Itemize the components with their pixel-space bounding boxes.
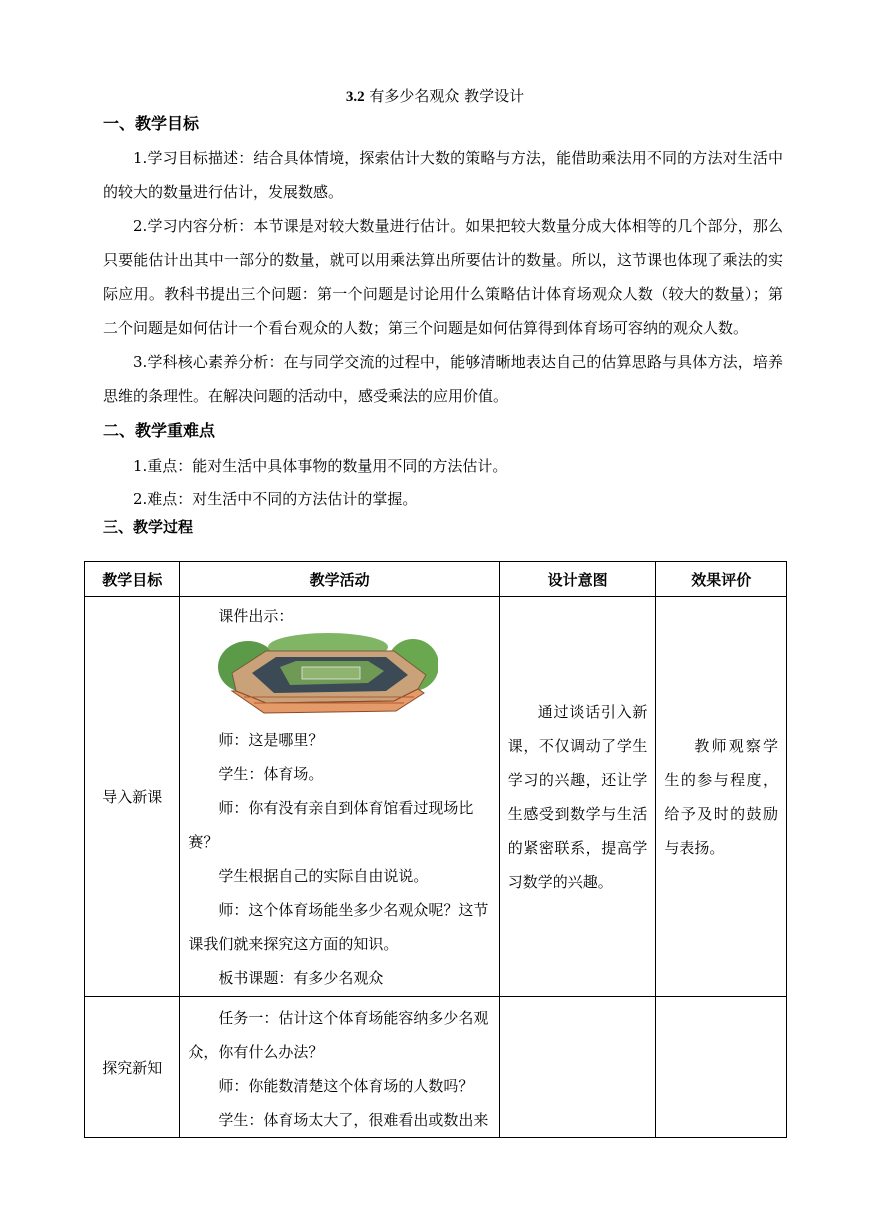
activity-line: 师：这是哪里？: [218, 731, 324, 749]
activity-line: 课件出示：: [218, 607, 294, 625]
goal-description: 1.学习目标描述：结合具体情境，探索估计大数的策略与方法，能借助乘法用不同的方法对生活中的较大的数量进行估计，发展数感。: [103, 149, 783, 201]
row-goal-explore: 探究新知: [85, 997, 180, 1138]
intent-cell-intro: [499, 597, 656, 997]
core-literacy-analysis: 3.学科核心素养分析：在与同学交流的过程中，能够清晰地表达自己的估算思路与具体方法，培养思维的条理性。在解决问题的活动中，感受乘法的应用价值。: [103, 353, 783, 405]
title-text: 有多少名观众 教学设计: [369, 87, 525, 105]
stadium-illustration: [218, 631, 438, 717]
activity-cell-intro: [180, 597, 499, 997]
activity-line: 师：你有没有亲自到体育馆看过现场比赛？: [188, 799, 474, 851]
design-intent-text: 通过谈话引入新课，不仅调动了学生学习的兴趣，还让学生感受到数学与生活的紧密联系，提高学习数学的兴趣。: [507, 702, 648, 891]
section-heading-key-points: 二、教学重难点: [103, 421, 216, 440]
content-analysis: 2.学习内容分析：本节课是对较大数量进行估计。如果把较大数量分成大体相等的几个部分，那么只要能估计出其中一部分的数量，就可以用乘法算出所要估计的数量。所以，这节课也体现了乘法的实际应用。教科书提出三个问题：第一个问题是讨论用什么策略估计体育场观众人数（较大的数量）；第二个问题是如何估计一个看台观众的人数；第三个问题是如何估算得到体育场可容纳的观众人数。: [103, 217, 783, 337]
activity-line: 学生：体育场太大了，很难看出或数出来: [218, 1111, 489, 1129]
key-point: 1.重点：能对生活中具体事物的数量用不同的方法估计。: [133, 457, 508, 475]
difficult-point: 2.难点：对生活中不同的方法估计的掌握。: [133, 490, 418, 508]
table-header-row: [85, 562, 787, 597]
activity-line: 学生根据自己的实际自由说说。: [218, 867, 429, 885]
section-heading-goals: 一、教学目标: [103, 114, 200, 133]
header-goal: 教学目标: [85, 562, 180, 597]
activity-line: 板书课题：有多少名观众: [218, 969, 384, 987]
activity-line: 师：你能数清楚这个体育场的人数吗？: [218, 1077, 474, 1095]
title-number: 3.2: [345, 89, 365, 105]
intent-cell-explore: [499, 997, 656, 1138]
effect-evaluation-text: 教师观察学生的参与程度，给予及时的鼓励与表扬。: [664, 736, 778, 857]
row-goal-intro: 导入新课: [85, 597, 180, 997]
activity-line: 学生：体育场。: [218, 765, 324, 783]
table-row: [85, 597, 787, 997]
activity-line: 任务一：估计这个体育场能容纳多少名观众，你有什么办法？: [188, 1009, 489, 1061]
section-heading-process: 三、教学过程: [103, 518, 194, 536]
effect-cell-intro: [656, 597, 787, 997]
header-activity: 教学活动: [180, 562, 499, 597]
table-row: [85, 997, 787, 1138]
header-effect: 效果评价: [656, 562, 787, 597]
effect-cell-explore: [656, 997, 787, 1138]
teaching-process-table: [84, 561, 787, 1138]
activity-line: 师：这个体育场能坐多少名观众呢？这节课我们就来探究这方面的知识。: [188, 901, 489, 953]
document-title: [0, 86, 870, 107]
activity-cell-explore: [180, 997, 499, 1138]
header-intent: 设计意图: [499, 562, 656, 597]
